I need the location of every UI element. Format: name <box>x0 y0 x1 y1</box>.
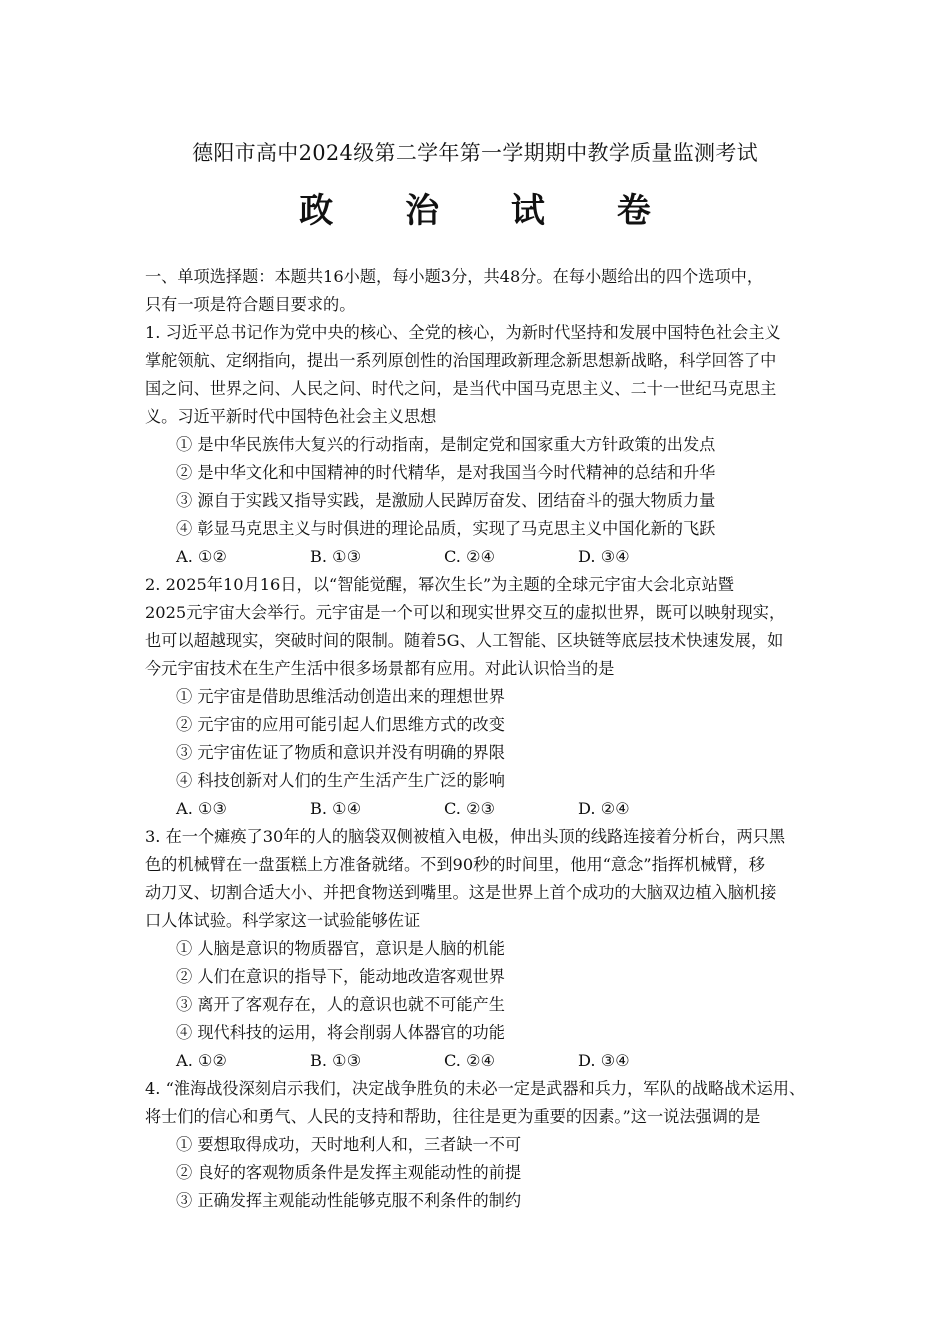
question-stem-line: 义。习近平新时代中国特色社会主义思想 <box>145 407 437 426</box>
question-stem-line: 4. “淮海战役深刻启示我们，决定战争胜负的未必一定是武器和兵力，军队的战略战术运用、 <box>145 1079 806 1098</box>
statement-item: ④ 彰显马克思主义与时俱进的理论品质，实现了马克思主义中国化新的飞跃 <box>176 519 716 538</box>
answer-choice-d[interactable]: D. ③④ <box>578 547 630 566</box>
statement-item: ② 良好的客观物质条件是发挥主观能动性的前提 <box>176 1163 522 1182</box>
answer-choice-d[interactable]: D. ②④ <box>578 799 630 818</box>
question-stem-line: 色的机械臂在一盘蛋糕上方准备就绪。不到90秒的时间里，他用“意念”指挥机械臂，移 <box>145 855 765 874</box>
answer-choices <box>145 1047 815 1075</box>
question-stem-line: 将士们的信心和勇气、人民的支持和帮助，往往是更为重要的因素。”这一说法强调的是 <box>145 1107 761 1126</box>
question-stem-line: 国之问、世界之问、人民之问、时代之问，是当代中国马克思主义、二十一世纪马克思主 <box>145 379 777 398</box>
answer-choice-d[interactable]: D. ③④ <box>578 1051 630 1070</box>
statement-item: ③ 元宇宙佐证了物质和意识并没有明确的界限 <box>176 743 505 762</box>
answer-choice-c[interactable]: C. ②③ <box>444 799 496 818</box>
statement-item: ② 人们在意识的指导下，能动地改造客观世界 <box>176 967 505 986</box>
question-stem-line: 掌舵领航、定纲指向，提出一系列原创性的治国理政新理念新思想新战略，科学回答了中 <box>145 351 777 370</box>
subject-title: 政 治 试 卷 <box>299 191 681 231</box>
answer-choices <box>145 543 815 571</box>
question-1 <box>145 319 815 571</box>
section-intro-line: 只有一项是符合题目要求的。 <box>145 295 356 314</box>
statement-item: ② 是中华文化和中国精神的时代精华，是对我国当今时代精神的总结和升华 <box>176 463 716 482</box>
statement-item: ③ 源自于实践又指导实践，是激励人民踔厉奋发、团结奋斗的强大物质力量 <box>176 491 716 510</box>
answer-choice-c[interactable]: C. ②④ <box>444 547 496 566</box>
answer-choice-a[interactable]: A. ①③ <box>176 799 228 818</box>
section-intro <box>145 263 815 319</box>
statement-item: ② 元宇宙的应用可能引起人们思维方式的改变 <box>176 715 505 734</box>
question-stem-line: 2. 2025年10月16日，以“智能觉醒，幂次生长”为主题的全球元宇宙大会北京站暨 <box>145 575 734 594</box>
question-stem-line: 也可以超越现实，突破时间的限制。随着5G、人工智能、区块链等底层技术快速发展，如 <box>145 631 784 650</box>
statement-item: ① 要想取得成功，天时地利人和，三者缺一不可 <box>176 1135 522 1154</box>
statement-item: ① 元宇宙是借助思维活动创造出来的理想世界 <box>176 687 505 706</box>
question-stem-line: 1. 习近平总书记作为党中央的核心、全党的核心，为新时代坚持和发展中国特色社会主义 <box>145 323 781 342</box>
statement-item: ③ 正确发挥主观能动性能够克服不利条件的制约 <box>176 1191 522 1210</box>
section-intro-line: 一、单项选择题：本题共16小题，每小题3分，共48分。在每小题给出的四个选项中， <box>145 267 764 286</box>
question-stem-line: 动刀叉、切割合适大小、并把食物送到嘴里。这是世界上首个成功的大脑双边植入脑机接 <box>145 883 777 902</box>
question-3 <box>145 823 815 1075</box>
statement-item: ④ 现代科技的运用，将会削弱人体器官的功能 <box>176 1023 505 1042</box>
answer-choice-b[interactable]: B. ①③ <box>310 1051 362 1070</box>
question-4 <box>145 1075 815 1215</box>
question-stem-line: 今元宇宙技术在生产生活中很多场景都有应用。对此认识恰当的是 <box>145 659 615 678</box>
answer-choices <box>145 795 815 823</box>
statement-item: ① 是中华民族伟大复兴的行动指南，是制定党和国家重大方针政策的出发点 <box>176 435 716 454</box>
exam-title: 德阳市高中2024级第二学年第一学期期中教学质量监测考试 <box>192 141 758 165</box>
question-stem-line: 3. 在一个瘫痪了30年的人的脑袋双侧被植入电极，伸出头顶的线路连接着分析台，两只黑 <box>145 827 786 846</box>
answer-choice-b[interactable]: B. ①③ <box>310 547 362 566</box>
answer-choice-c[interactable]: C. ②④ <box>444 1051 496 1070</box>
answer-choice-a[interactable]: A. ①② <box>176 1051 228 1070</box>
statement-item: ③ 离开了客观存在，人的意识也就不可能产生 <box>176 995 505 1014</box>
answer-choice-a[interactable]: A. ①② <box>176 547 228 566</box>
question-stem-line: 2025元宇宙大会举行。元宇宙是一个可以和现实世界交互的虚拟世界，既可以映射现实， <box>145 603 786 622</box>
statement-item: ④ 科技创新对人们的生产生活产生广泛的影响 <box>176 771 505 790</box>
exam-content <box>145 263 815 1215</box>
answer-choice-b[interactable]: B. ①④ <box>310 799 362 818</box>
question-stem-line: 口人体试验。科学家这一试验能够佐证 <box>145 911 421 930</box>
statement-item: ① 人脑是意识的物质器官，意识是人脑的机能 <box>176 939 505 958</box>
question-2 <box>145 571 815 823</box>
